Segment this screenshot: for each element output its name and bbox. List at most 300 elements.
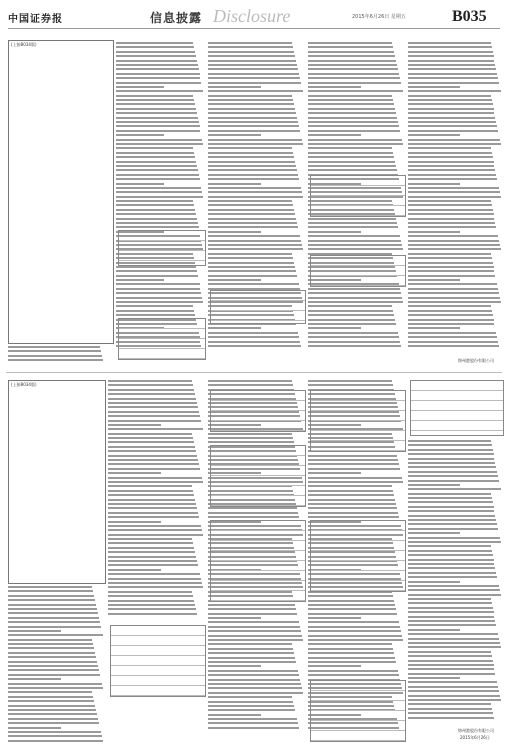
- text-line: [116, 270, 197, 272]
- bottom-table-f: [410, 380, 504, 436]
- text-line: [108, 600, 194, 602]
- text-line: [116, 51, 195, 53]
- table-row: [211, 301, 305, 311]
- text-line: [408, 668, 494, 670]
- table-row: [119, 251, 205, 261]
- text-line: [408, 466, 496, 468]
- text-line: [208, 90, 303, 92]
- text-line: [208, 652, 294, 654]
- bottom-table-d: [210, 520, 306, 602]
- text-line: [8, 590, 93, 592]
- text-line: [408, 117, 495, 119]
- text-line: [116, 187, 201, 189]
- text-line: [408, 708, 492, 710]
- text-line: [408, 169, 495, 171]
- text-line: [408, 528, 498, 530]
- text-line: [8, 722, 99, 724]
- text-line: [308, 235, 400, 237]
- bottom-table-b: [210, 390, 306, 432]
- text-line: [408, 90, 501, 92]
- text-line: [408, 77, 498, 79]
- text-line: [408, 319, 494, 321]
- bottom-col-5: [408, 440, 502, 719]
- text-line: [108, 485, 192, 487]
- text-line: [408, 660, 493, 662]
- text-line: [108, 608, 196, 610]
- text-line: [408, 305, 491, 307]
- text-line: [208, 683, 301, 685]
- text-line: [308, 231, 361, 233]
- page-number: B035: [452, 8, 487, 25]
- text-line: [108, 578, 201, 580]
- text-line: [308, 635, 402, 637]
- table-row: [211, 411, 305, 421]
- text-line: [308, 494, 394, 496]
- text-line: [208, 46, 293, 48]
- text-line: [208, 95, 292, 97]
- text-line: [8, 355, 102, 357]
- text-line: [408, 42, 491, 44]
- table-row: [211, 531, 305, 541]
- text-line: [408, 695, 500, 697]
- text-line: [116, 226, 199, 228]
- text-line: [208, 147, 292, 149]
- text-line: [308, 336, 399, 338]
- text-line: [108, 463, 199, 465]
- text-line: [208, 626, 300, 628]
- text-line: [408, 497, 492, 499]
- text-line: [208, 279, 261, 281]
- text-line: [116, 121, 199, 123]
- text-line: [308, 73, 399, 75]
- text-line: [208, 617, 261, 619]
- text-line: [408, 510, 494, 512]
- table-row: [311, 521, 405, 531]
- table-row: [311, 441, 405, 451]
- page-header: [0, 0, 508, 36]
- text-line: [308, 90, 403, 92]
- text-line: [8, 639, 92, 641]
- text-line: [408, 664, 494, 666]
- top-col-5: [408, 42, 502, 347]
- text-line: [108, 455, 197, 457]
- text-line: [308, 648, 393, 650]
- text-line: [8, 687, 103, 689]
- text-line: [408, 440, 491, 442]
- top-table-c: [210, 290, 306, 324]
- text-line: [408, 279, 460, 281]
- issue-date: 2015年6月26日 星期五: [352, 14, 406, 20]
- text-line: [308, 512, 398, 514]
- table-row: [311, 186, 405, 196]
- text-line: [108, 406, 198, 408]
- text-line: [308, 222, 397, 224]
- table-row: [311, 266, 405, 276]
- text-line: [408, 532, 460, 534]
- text-line: [308, 147, 392, 149]
- text-line: [108, 494, 194, 496]
- text-line: [116, 196, 203, 198]
- text-line: [408, 677, 460, 679]
- table-row: [311, 421, 405, 431]
- text-line: [408, 64, 495, 66]
- text-line: [108, 569, 161, 571]
- text-line: [308, 169, 397, 171]
- text-line: [108, 433, 192, 435]
- text-line: [308, 152, 393, 154]
- text-line: [408, 196, 501, 198]
- text-line: [408, 690, 499, 692]
- table-row: [411, 391, 503, 401]
- text-line: [208, 156, 294, 158]
- text-line: [308, 481, 403, 483]
- table-row: [111, 676, 205, 686]
- text-line: [308, 345, 401, 347]
- text-line: [408, 68, 496, 70]
- text-line: [116, 301, 203, 303]
- text-line: [408, 624, 496, 626]
- text-line: [8, 727, 61, 729]
- table-row: [411, 401, 503, 411]
- text-line: [116, 112, 197, 114]
- text-line: [116, 60, 197, 62]
- table-row: [311, 276, 405, 286]
- text-line: [408, 222, 495, 224]
- text-line: [408, 183, 460, 185]
- text-line: [308, 472, 361, 474]
- text-line: [308, 380, 392, 382]
- text-line: [308, 455, 397, 457]
- text-line: [208, 139, 302, 141]
- text-line: [108, 538, 192, 540]
- text-line: [408, 288, 498, 290]
- text-line: [408, 235, 498, 237]
- text-line: [108, 472, 161, 474]
- text-line: [408, 332, 496, 334]
- text-line: [408, 46, 492, 48]
- text-line: [208, 643, 292, 645]
- table-row: [119, 241, 205, 251]
- text-line: [116, 46, 194, 48]
- text-line: [408, 620, 495, 622]
- text-line: [408, 581, 460, 583]
- text-line: [308, 82, 401, 84]
- text-line: [408, 103, 493, 105]
- text-line: [8, 626, 101, 628]
- text-line: [408, 449, 493, 451]
- table-row: [211, 486, 305, 496]
- text-line: [8, 705, 95, 707]
- text-line: [116, 108, 196, 110]
- text-line: [408, 112, 494, 114]
- text-line: [8, 713, 97, 715]
- text-line: [116, 147, 193, 149]
- table-row: [411, 381, 503, 391]
- text-line: [208, 121, 298, 123]
- text-line: [208, 68, 298, 70]
- text-line: [408, 108, 494, 110]
- text-line: [408, 673, 495, 675]
- text-line: [208, 692, 303, 694]
- text-line: [208, 222, 297, 224]
- text-line: [208, 709, 295, 711]
- text-line: [208, 73, 299, 75]
- text-line: [408, 717, 494, 719]
- text-line: [208, 112, 296, 114]
- text-line: [208, 235, 300, 237]
- text-line: [408, 310, 492, 312]
- text-line: [408, 493, 491, 495]
- text-line: [116, 174, 199, 176]
- text-line: [116, 218, 197, 220]
- text-line: [308, 608, 396, 610]
- text-line: [308, 51, 394, 53]
- text-line: [116, 204, 194, 206]
- text-line: [308, 77, 400, 79]
- text-line: [208, 55, 295, 57]
- text-line: [8, 586, 92, 588]
- text-line: [408, 686, 498, 688]
- text-line: [308, 226, 398, 228]
- table-row: [311, 206, 405, 216]
- text-line: [308, 661, 396, 663]
- text-line: [408, 341, 498, 343]
- text-line: [208, 183, 261, 185]
- text-line: [208, 257, 293, 259]
- text-line: [408, 488, 501, 490]
- text-line: [308, 327, 361, 329]
- text-line: [308, 86, 361, 88]
- text-line: [308, 139, 402, 141]
- text-line: [308, 301, 403, 303]
- text-line: [208, 507, 297, 509]
- text-line: [408, 187, 499, 189]
- text-line: [408, 519, 496, 521]
- text-line: [208, 648, 293, 650]
- text-line: [408, 51, 493, 53]
- text-line: [208, 262, 294, 264]
- text-line: [208, 705, 294, 707]
- text-line: [208, 253, 292, 255]
- text-line: [116, 200, 193, 202]
- text-line: [116, 90, 203, 92]
- text-line: [408, 55, 494, 57]
- text-line: [8, 604, 96, 606]
- text-line: [308, 95, 392, 97]
- bottom-table-c: [210, 445, 306, 507]
- text-line: [8, 634, 103, 636]
- text-line: [408, 537, 500, 539]
- text-line: [8, 359, 103, 361]
- text-line: [208, 718, 297, 720]
- text-line: [308, 341, 400, 343]
- text-line: [408, 60, 494, 62]
- text-line: [408, 515, 495, 517]
- table-row: [211, 591, 305, 601]
- text-line: [116, 152, 194, 154]
- text-line: [408, 270, 494, 272]
- text-line: [108, 441, 194, 443]
- table-row: [211, 421, 305, 431]
- text-line: [408, 152, 492, 154]
- text-line: [308, 670, 398, 672]
- text-line: [208, 661, 296, 663]
- text-line: [408, 244, 500, 246]
- text-line: [116, 209, 195, 211]
- text-line: [408, 200, 491, 202]
- table-row: [119, 231, 205, 241]
- text-line: [408, 471, 497, 473]
- table-row: [211, 291, 305, 301]
- text-line: [116, 310, 194, 312]
- text-line: [408, 156, 493, 158]
- text-line: [308, 507, 397, 509]
- text-line: [108, 411, 199, 413]
- text-line: [208, 687, 302, 689]
- table-row: [311, 541, 405, 551]
- table-row: [311, 256, 405, 266]
- text-line: [408, 559, 494, 561]
- text-line: [308, 68, 398, 70]
- text-line: [116, 64, 198, 66]
- text-line: [308, 657, 395, 659]
- text-line: [308, 617, 361, 619]
- text-line: [208, 64, 297, 66]
- text-line: [408, 475, 498, 477]
- text-line: [108, 521, 161, 523]
- text-line: [208, 130, 300, 132]
- text-line: [8, 350, 101, 352]
- text-line: [308, 288, 400, 290]
- table-row: [311, 196, 405, 206]
- text-line: [408, 607, 493, 609]
- text-line: [408, 231, 460, 233]
- table-row: [311, 731, 405, 741]
- text-line: [116, 95, 193, 97]
- text-line: [8, 346, 100, 348]
- text-line: [408, 703, 491, 705]
- text-line: [408, 262, 493, 264]
- text-line: [208, 108, 295, 110]
- text-line: [108, 542, 193, 544]
- text-line: [208, 226, 298, 228]
- text-line: [308, 121, 398, 123]
- text-line: [108, 507, 197, 509]
- text-line: [208, 679, 300, 681]
- text-line: [108, 459, 198, 461]
- text-line: [308, 292, 401, 294]
- text-line: [8, 700, 94, 702]
- section-title: 信息披露: [150, 11, 203, 25]
- text-line: [308, 130, 400, 132]
- text-line: [408, 165, 494, 167]
- text-line: [108, 428, 203, 430]
- text-line: [408, 554, 493, 556]
- text-line: [116, 125, 200, 127]
- text-line: [108, 380, 192, 382]
- text-line: [408, 283, 497, 285]
- text-line: [8, 709, 96, 711]
- newspaper-logo: 中国证券报: [8, 14, 63, 25]
- text-line: [208, 82, 301, 84]
- text-line: [208, 218, 296, 220]
- text-line: [116, 288, 200, 290]
- text-line: [408, 453, 494, 455]
- text-line: [408, 253, 491, 255]
- table-row: [311, 551, 405, 561]
- text-line: [208, 103, 294, 105]
- text-line: [408, 563, 494, 565]
- text-line: [408, 611, 494, 613]
- table-row: [311, 711, 405, 721]
- text-line: [8, 696, 93, 698]
- table-row: [311, 581, 405, 591]
- text-line: [308, 459, 398, 461]
- table-row: [311, 691, 405, 701]
- text-line: [108, 586, 203, 588]
- text-line: [8, 612, 98, 614]
- text-line: [208, 169, 297, 171]
- text-line: [108, 525, 201, 527]
- text-line: [408, 480, 499, 482]
- table-row: [211, 466, 305, 476]
- text-line: [408, 646, 501, 648]
- text-line: [116, 130, 200, 132]
- text-line: [116, 297, 202, 299]
- text-line: [408, 248, 501, 250]
- text-line: [208, 701, 293, 703]
- text-line: [108, 402, 197, 404]
- text-line: [116, 292, 201, 294]
- text-line: [408, 642, 500, 644]
- table-row: [411, 411, 503, 421]
- text-line: [308, 600, 394, 602]
- text-line: [308, 218, 396, 220]
- text-line: [108, 547, 194, 549]
- table-row: [111, 646, 205, 656]
- text-line: [308, 621, 399, 623]
- text-line: [308, 240, 401, 242]
- text-line: [408, 523, 497, 525]
- text-line: [8, 599, 95, 601]
- text-line: [408, 125, 497, 127]
- text-line: [408, 681, 497, 683]
- text-line: [108, 564, 198, 566]
- text-line: [208, 60, 296, 62]
- text-line: [108, 582, 202, 584]
- bottom-col-2: [108, 380, 204, 615]
- text-line: [108, 398, 196, 400]
- table-row: [311, 571, 405, 581]
- header-rule: [8, 28, 500, 29]
- text-line: [116, 42, 193, 44]
- text-line: [108, 512, 198, 514]
- text-line: [308, 297, 402, 299]
- text-line: [208, 714, 261, 716]
- top-left-boxed-table: [8, 40, 114, 344]
- top-box-title: (上接B034版): [11, 42, 37, 47]
- text-line: [408, 86, 460, 88]
- text-line: [108, 446, 195, 448]
- text-line: [208, 152, 293, 154]
- text-line: [208, 143, 303, 145]
- table-row: [111, 656, 205, 666]
- text-line: [116, 117, 198, 119]
- text-line: [208, 191, 302, 193]
- text-line: [116, 68, 199, 70]
- text-line: [208, 670, 298, 672]
- bottom-left-boxed-table: [8, 380, 106, 584]
